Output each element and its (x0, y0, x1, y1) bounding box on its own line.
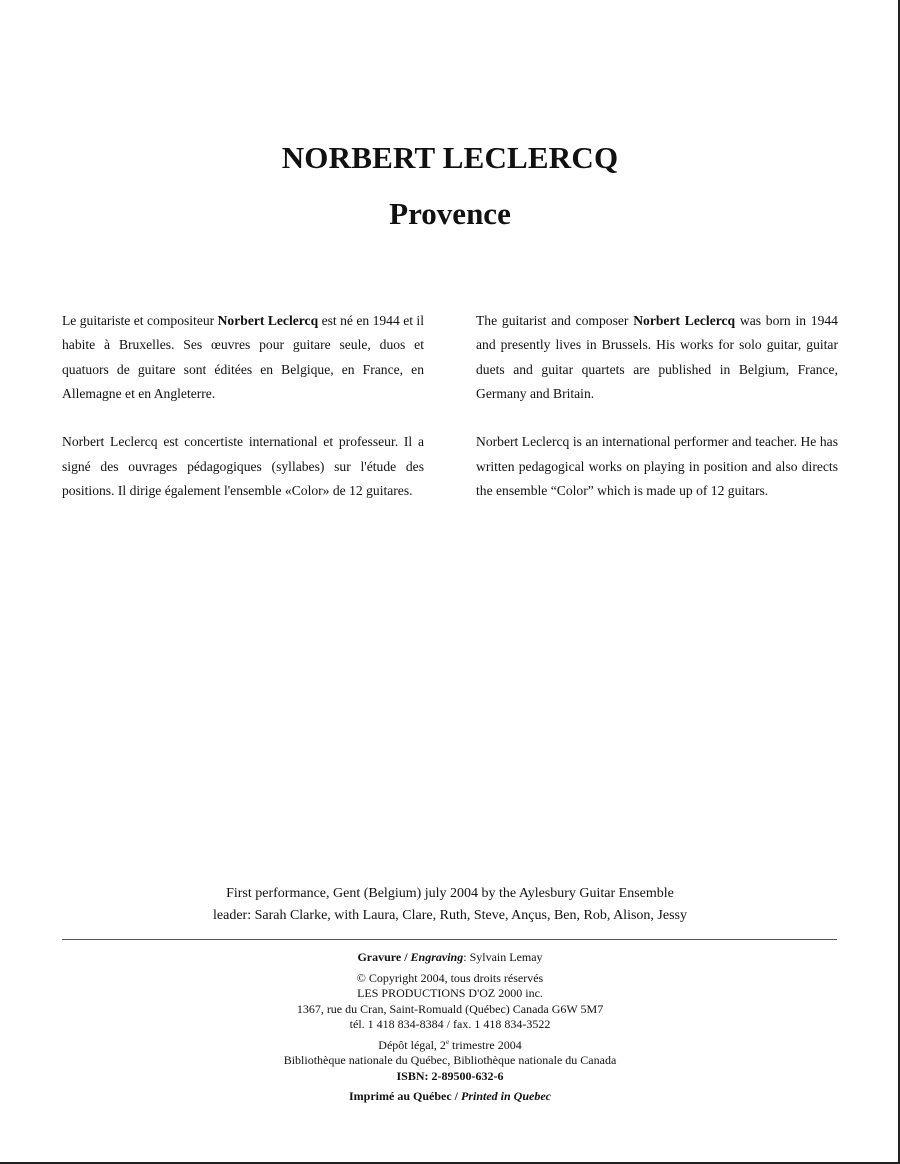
isbn: ISBN: 2-89500-632-6 (396, 1068, 504, 1083)
publisher-address: 1367, rue du Cran, Saint-Romuald (Québec) Canada G6W 5M7 (296, 1001, 604, 1016)
composer-name: NORBERT LECLERCQ (281, 140, 619, 175)
french-paragraph-1 (62, 309, 424, 406)
engraving-credit (0, 950, 900, 966)
legal-deposit-ordinal: e (445, 1037, 450, 1046)
legal-deposit (0, 1038, 900, 1054)
copyright-notice: © Copyright 2004, tous droits réservés (356, 970, 544, 985)
english-p1-text-start: The guitarist and composer (476, 313, 634, 328)
french-p1-text-start: Le guitariste et compositeur (62, 313, 218, 328)
engraving-label-en: Engraving (410, 950, 464, 964)
first-performance-line: First performance, Gent (Belgium) july 2004 by the Aylesbury Guitar Ensemble (226, 886, 674, 901)
french-paragraph-2: Norbert Leclercq est concertiste international et professeur. Il a signé des ouvrages pédagogiques (syllabes) sur l'étude des positions. Il dirige également l'ensemble «Color» de 12 guitares. (62, 434, 424, 499)
engraver-name: : Sylvain Lemay (463, 950, 543, 964)
printed-in-fr: Imprimé au Québec / (349, 1089, 461, 1103)
ensemble-members-line: leader: Sarah Clarke, with Laura, Clare, Ruth, Steve, Ançus, Ben, Rob, Alison, Jessy (213, 908, 687, 923)
french-p1-text-end: est né en 1944 et il habite à Bruxelles. Ses œuvres pour guitare seule, duos et quatuors de guitare sont éditées en Belgique, en France, en Allemagne et en Angleterre. (62, 313, 424, 401)
printed-in (0, 1089, 900, 1105)
printed-in-en: Printed in Quebec (461, 1089, 551, 1103)
imprint-block (0, 950, 900, 1105)
french-biography (62, 309, 424, 528)
performance-credits (0, 883, 900, 927)
english-paragraph-2: Norbert Leclercq is an international performer and teacher. He has written pedagogical works on playing in position and also directs the ensemble “Color” which is made up of 12 guitars. (476, 434, 838, 499)
english-p1-text-end: was born in 1944 and presently lives in Brussels. His works for solo guitar, guitar duets and guitar quartets are published in Belgium, France, Germany and Britain. (476, 313, 838, 401)
english-paragraph-1 (476, 309, 838, 406)
engraving-label-fr: Gravure / (357, 950, 411, 964)
english-biography (476, 309, 838, 528)
piece-title: Provence (389, 196, 511, 231)
legal-deposit-start: Dépôt légal, 2 (378, 1037, 446, 1052)
publisher-name: LES PRODUCTIONS D'OZ 2000 inc. (357, 986, 543, 1000)
divider-rule (62, 939, 837, 940)
national-libraries: Bibliothèque nationale du Québec, Bibliothèque nationale du Canada (283, 1053, 617, 1067)
english-p1-composer-name: Norbert Leclercq (633, 313, 736, 328)
publisher-phone: tél. 1 418 834-8384 / fax. 1 418 834-3522 (349, 1017, 551, 1031)
french-p1-composer-name: Norbert Leclercq (217, 313, 319, 328)
legal-deposit-end: trimestre 2004 (449, 1037, 522, 1052)
